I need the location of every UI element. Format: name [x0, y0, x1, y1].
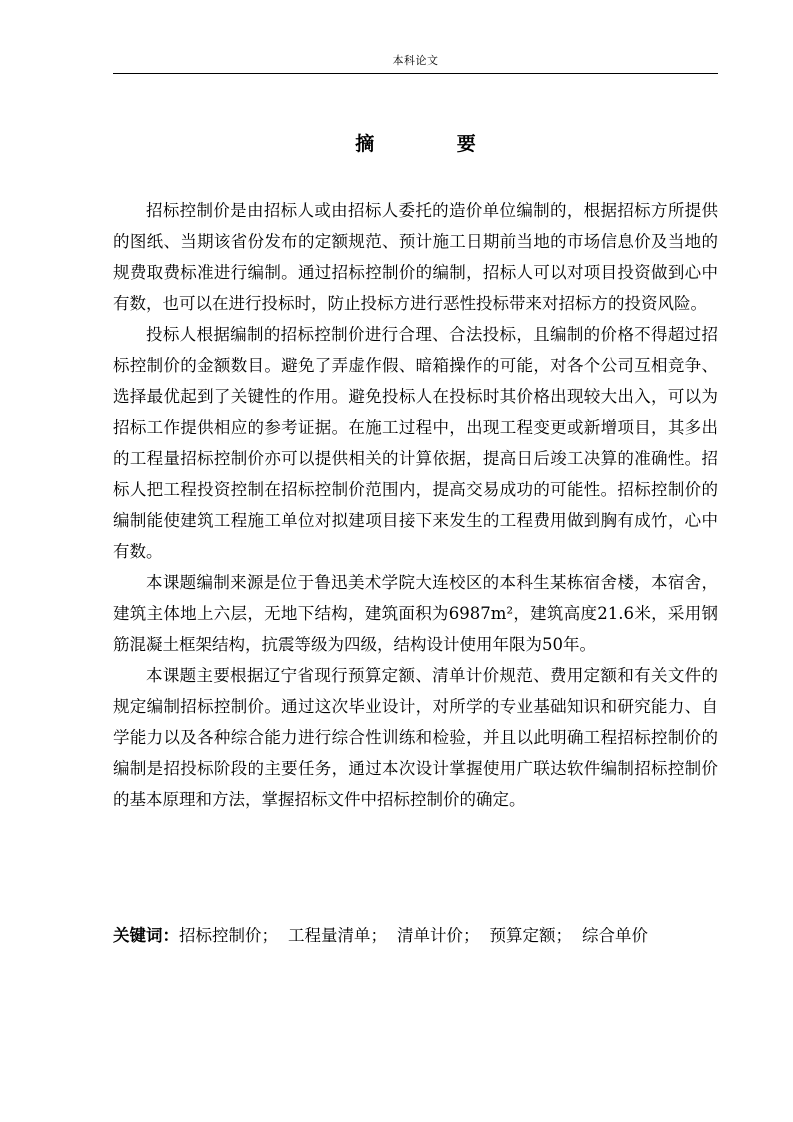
keyword-item: 综合单价	[582, 926, 648, 945]
keywords-line	[113, 920, 718, 951]
keyword-item: 预算定额；	[489, 926, 572, 945]
abstract-paragraph-2: 投标人根据编制的招标控制价进行合理、合法投标，且编制的价格不得超过招标控制价的金额数目。避免了弄虚作假、暗箱操作的可能，对各个公司互相竞争、选择最优起到了关键性的作用。避免投标人在投标时其价格出现较大出入，可以为招标工作提供相应的参考证据。在施工过程中，出现工程变更或新增项目，其多出的工程量招标控制价亦可以提供相关的计算依据，提高日后竣工决算的准确性。招标人把工程投资控制在招标控制价范围内，提高交易成功的可能性。招标控制价的编制能使建筑工程施工单位对拟建项目接下来发生的工程费用做到胸有成竹，心中有数。	[113, 325, 718, 561]
abstract-title: 摘 要	[355, 133, 514, 155]
abstract-paragraph-3: 本课题编制来源是位于鲁迅美术学院大连校区的本科生某栋宿舍楼，本宿舍，建筑主体地上六层，无地下结构，建筑面积为6987m²，建筑高度21.6米，采用钢筋混凝土框架结构，抗震等级为四级，结构设计使用年限为50年。	[113, 573, 718, 654]
running-header: 本科论文	[392, 54, 439, 67]
keyword-item: 清单计价；	[397, 926, 480, 945]
keyword-item: 工程量清单；	[288, 926, 387, 945]
keywords-label: 关键词：	[113, 926, 179, 945]
keyword-item: 招标控制价；	[179, 926, 278, 945]
header-divider	[113, 73, 718, 74]
abstract-paragraph-1: 招标控制价是由招标人或由招标人委托的造价单位编制的，根据招标方所提供的图纸、当期该省份发布的定额规范、预计施工日期前当地的市场信息价及当地的规费取费标准进行编制。通过招标控制价的编制，招标人可以对项目投资做到心中有数，也可以在进行投标时，防止投标方进行恶性投标带来对招标方的投资风险。	[113, 201, 718, 313]
abstract-paragraph-4: 本课题主要根据辽宁省现行预算定额、清单计价规范、费用定额和有关文件的规定编制招标控制价。通过这次毕业设计，对所学的专业基础知识和研究能力、自学能力以及各种综合能力进行综合性训练和检验，并且以此明确工程招标控制价的编制是招投标阶段的主要任务，通过本次设计掌握使用广联达软件编制招标控制价的基本原理和方法，掌握招标文件中招标控制价的确定。	[113, 666, 718, 809]
abstract-body	[113, 195, 718, 815]
